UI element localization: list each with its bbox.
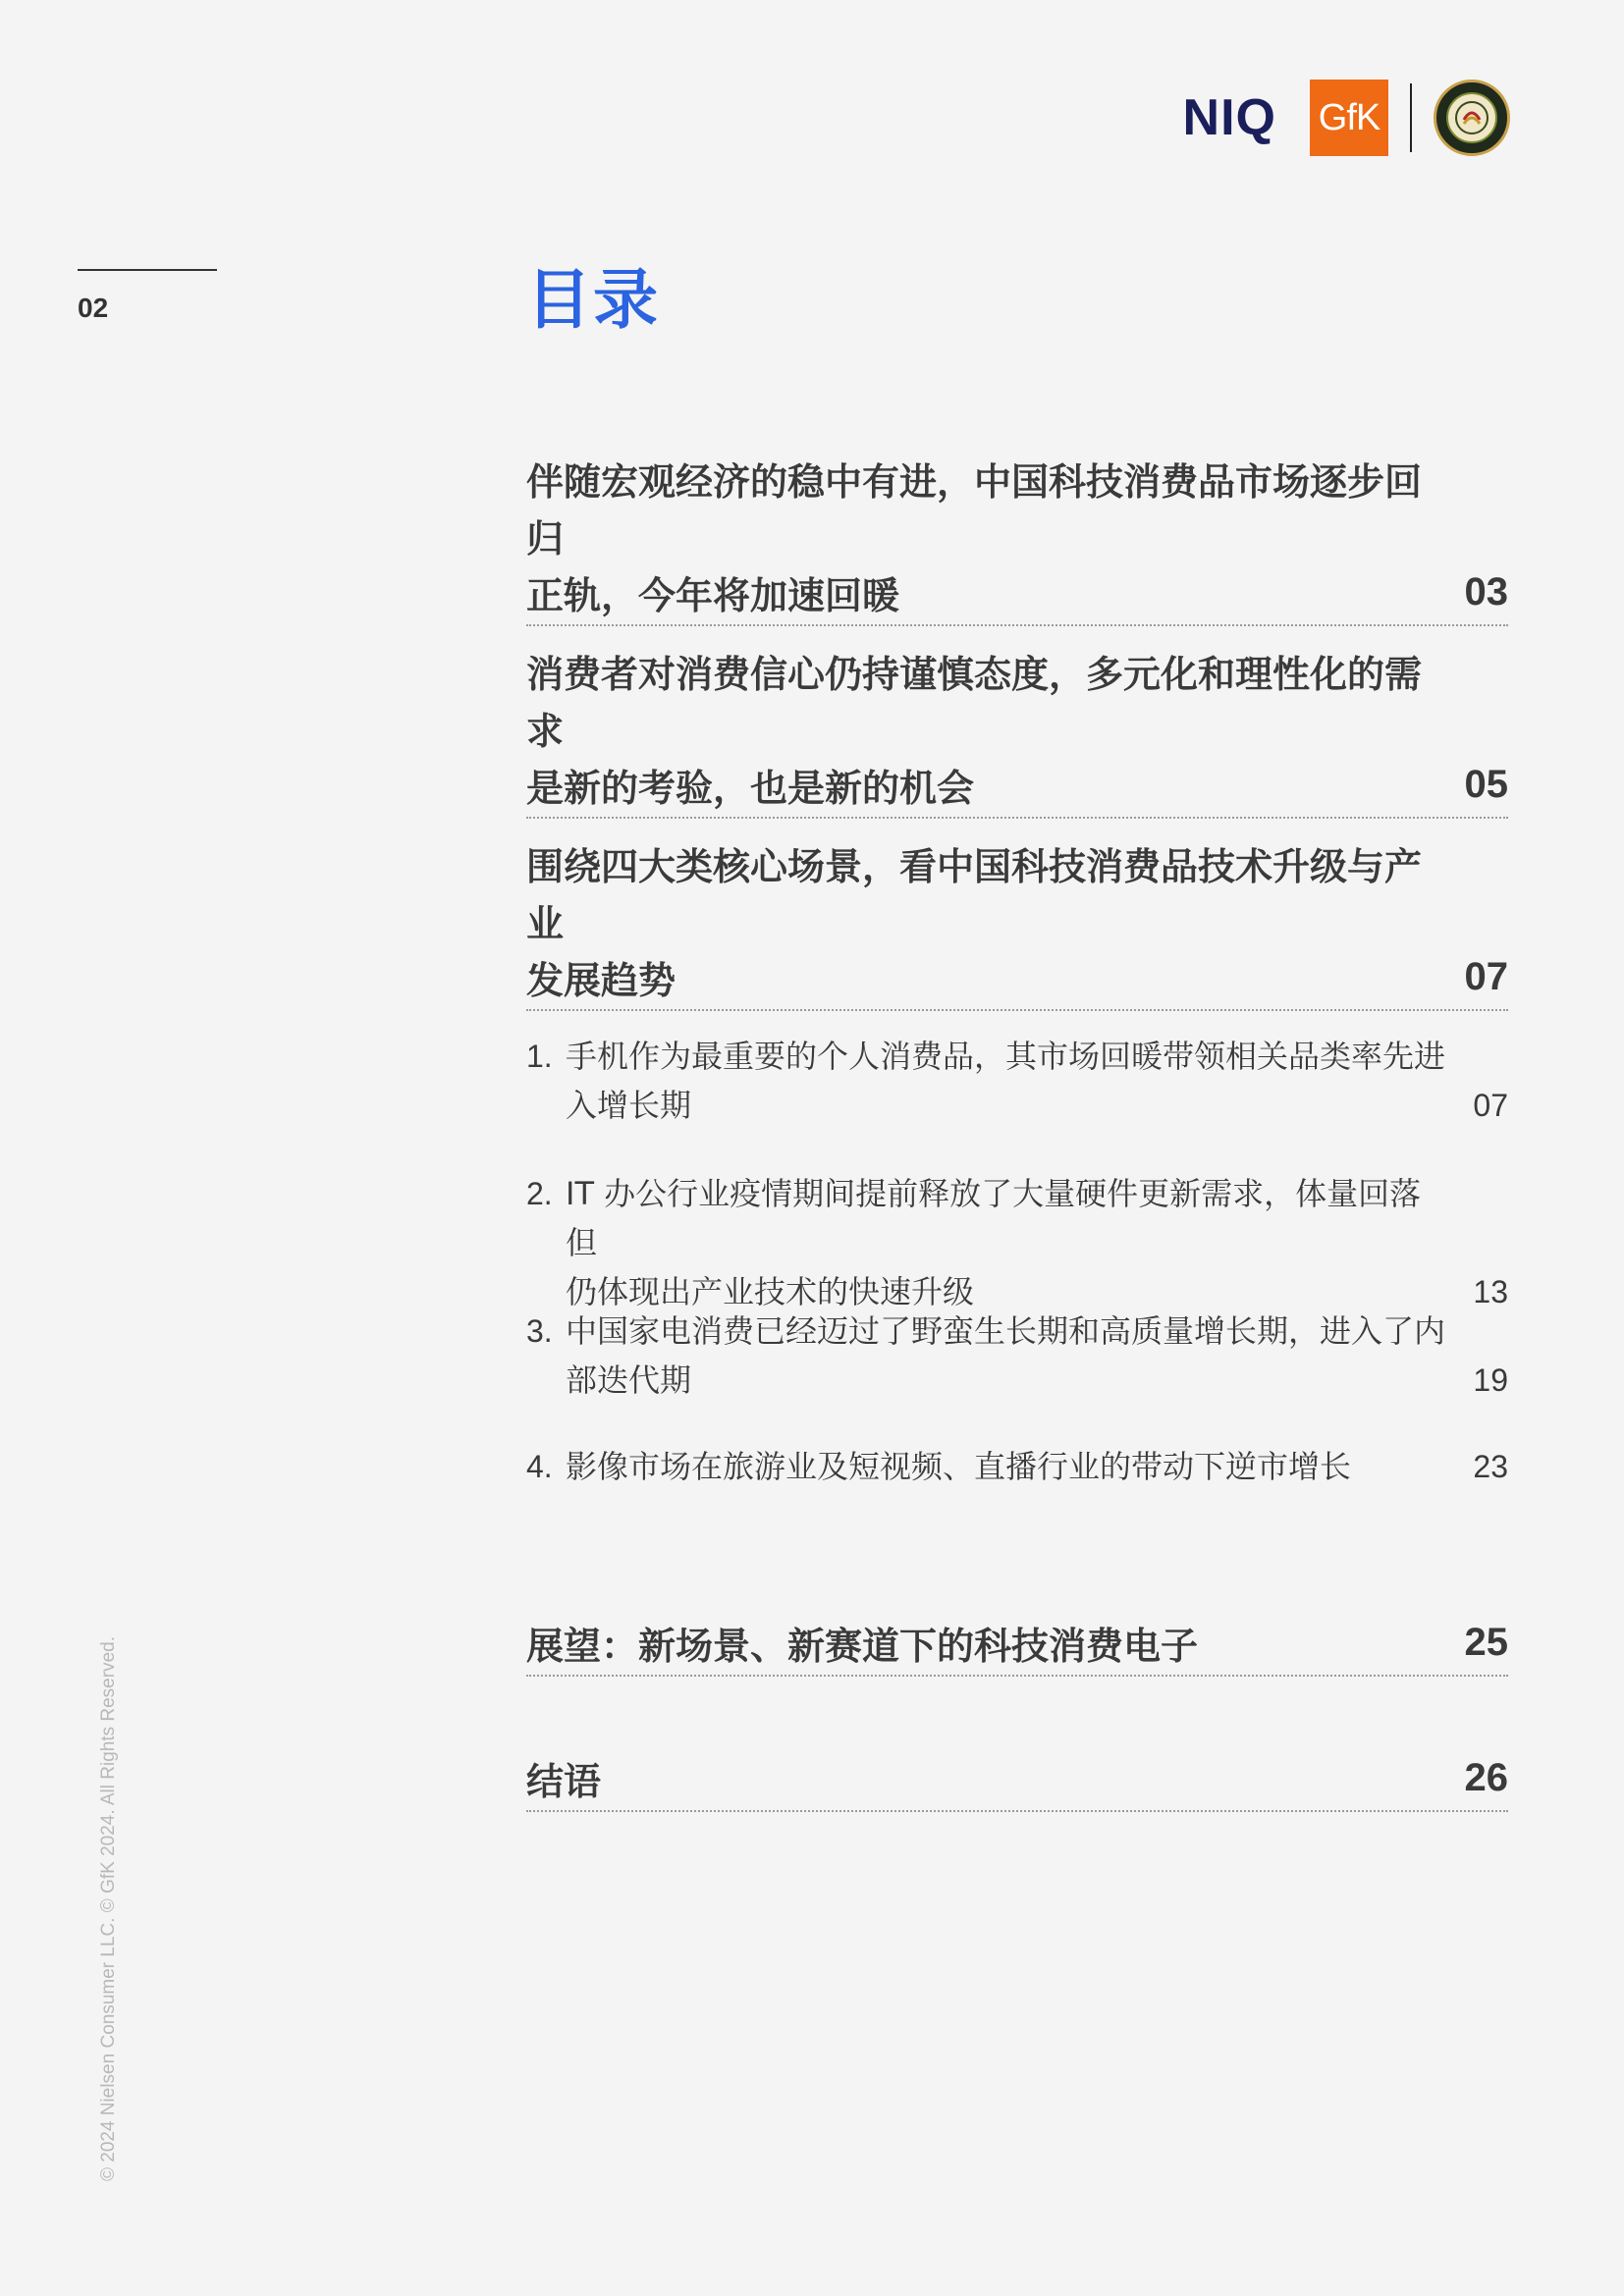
subsection-page-number: 07 bbox=[1473, 1088, 1508, 1123]
copyright-notice: © 2024 Nielsen Consumer LLC. © GfK 2024. All Rights Reserved. bbox=[98, 1636, 119, 2181]
gfk-logo bbox=[1310, 80, 1388, 156]
subsection-number: 1. bbox=[526, 1039, 553, 1074]
subsection-number: 4. bbox=[526, 1449, 553, 1484]
toc-section-text: 围绕四大类核心场景，看中国科技消费品技术升级与产业 bbox=[526, 845, 1423, 945]
toc-page-number: 26 bbox=[1464, 1756, 1508, 1799]
toc-subsection-3[interactable] bbox=[526, 1307, 1508, 1405]
niq-logo bbox=[1182, 89, 1276, 146]
toc-page-number: 05 bbox=[1464, 763, 1508, 806]
page-marker-line bbox=[78, 269, 217, 271]
subsection-page-number: 13 bbox=[1473, 1274, 1508, 1309]
toc-section-2[interactable] bbox=[526, 646, 1508, 819]
subsection-text: 部迭代期 bbox=[566, 1362, 692, 1399]
toc-section-conclusion[interactable] bbox=[526, 1753, 1508, 1812]
toc-section-1[interactable] bbox=[526, 454, 1508, 626]
subsection-page-number: 23 bbox=[1473, 1449, 1508, 1484]
toc-section-3[interactable] bbox=[526, 838, 1508, 1011]
toc-section-text: 结语 bbox=[526, 1760, 602, 1803]
header-logos bbox=[1183, 75, 1510, 161]
page-title: 目录 bbox=[526, 262, 660, 338]
subsection-text: 影像市场在旅游业及短视频、直播行业的带动下逆市增长 bbox=[566, 1448, 1352, 1485]
subsection-text: 中国家电消费已经迈过了野蛮生长期和高质量增长期，进入了内 bbox=[566, 1312, 1446, 1350]
gfk-logo-text: GfK bbox=[1318, 96, 1380, 138]
toc-subsection-1[interactable] bbox=[526, 1032, 1508, 1130]
association-seal-logo bbox=[1434, 80, 1510, 156]
toc-subsection-2[interactable] bbox=[526, 1169, 1508, 1316]
toc-section-text: 展望：新场景、新赛道下的科技消费电子 bbox=[526, 1625, 1199, 1668]
toc-section-text: 消费者对消费信心仍持谨慎态度，多元化和理性化的需求 bbox=[526, 653, 1423, 753]
toc-subsection-4[interactable] bbox=[526, 1442, 1508, 1491]
toc-page-number: 03 bbox=[1464, 570, 1508, 614]
toc-section-text: 是新的考验，也是新的机会 bbox=[526, 767, 975, 810]
seal-emblem-icon bbox=[1446, 92, 1497, 143]
toc-section-text: 发展趋势 bbox=[526, 959, 677, 1002]
toc-page-number: 07 bbox=[1464, 955, 1508, 998]
subsection-number: 2. bbox=[526, 1176, 553, 1211]
toc-section-text: 伴随宏观经济的稳中有进，中国科技消费品市场逐步回归 bbox=[526, 460, 1423, 561]
subsection-text: 手机作为最重要的个人消费品，其市场回暖带领相关品类率先进 bbox=[566, 1038, 1446, 1075]
subsection-page-number: 19 bbox=[1473, 1362, 1508, 1398]
page-number: 02 bbox=[78, 293, 109, 323]
logo-divider bbox=[1410, 83, 1412, 152]
toc-section-text: 正轨，今年将加速回暖 bbox=[526, 574, 900, 617]
toc-section-outlook[interactable] bbox=[526, 1618, 1508, 1677]
subsection-text: IT 办公行业疫情期间提前释放了大量硬件更新需求，体量回落但 bbox=[566, 1175, 1422, 1261]
subsection-text: 仍体现出产业技术的快速升级 bbox=[566, 1273, 975, 1310]
toc-page-number: 25 bbox=[1464, 1621, 1508, 1664]
subsection-number: 3. bbox=[526, 1313, 553, 1349]
subsection-text: 入增长期 bbox=[566, 1087, 692, 1124]
niq-logo-text: NIQ bbox=[1182, 89, 1276, 146]
